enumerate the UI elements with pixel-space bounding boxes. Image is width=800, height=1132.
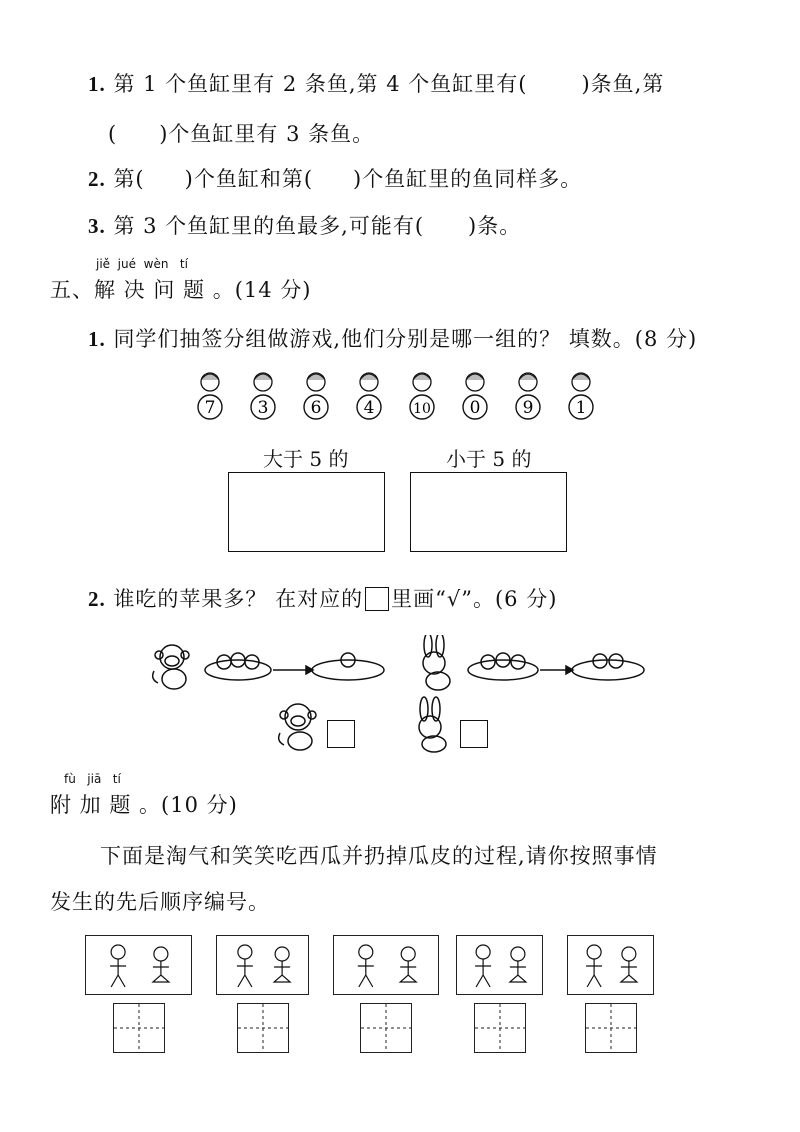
arrow-icon xyxy=(273,666,313,674)
apple-illustration xyxy=(148,635,648,755)
kids-scene-icon xyxy=(457,936,544,994)
question-1-line-2 xyxy=(108,118,374,148)
box-right-label: 小于 5 的 xyxy=(446,447,532,471)
monkey-answer-box[interactable] xyxy=(327,720,355,748)
children-illustration xyxy=(186,370,606,422)
child-icon xyxy=(251,373,275,419)
section-5-question-2 xyxy=(88,583,557,613)
box-left-label: 大于 5 的 xyxy=(263,447,349,471)
order-number-grid[interactable] xyxy=(113,1003,165,1053)
greater-than-5-box[interactable] xyxy=(228,472,385,552)
extra-text-line-1: 下面是淘气和笑笑吃西瓜并扔掉瓜皮的过程,请你按照事情 xyxy=(100,844,658,868)
sequence-picture xyxy=(456,935,543,995)
monkey-icon xyxy=(279,704,316,750)
plate-one-apple-icon xyxy=(312,653,384,680)
question-number: 1. xyxy=(88,72,106,96)
dashed-grid-icon xyxy=(361,1004,411,1052)
rabbit-icon xyxy=(419,697,446,752)
extra-pinyin: fù jiā tí xyxy=(64,772,121,786)
section-5-title: 五、解 决 问 题 。(14 分) xyxy=(50,278,312,302)
number-label: 3 xyxy=(257,398,269,418)
less-than-5-box[interactable] xyxy=(410,472,567,552)
rabbit-answer-box[interactable] xyxy=(460,720,488,748)
number-label: 4 xyxy=(363,398,375,418)
child-icon xyxy=(463,373,487,419)
question-text: 谁吃的苹果多？ 在对应的 xyxy=(113,587,364,611)
question-number: 3. xyxy=(88,214,106,238)
number-label: 0 xyxy=(469,398,481,418)
question-text: )个鱼缸里有 3 条鱼。 xyxy=(159,122,375,146)
question-text: )个鱼缸里的鱼同样多。 xyxy=(353,167,583,191)
question-number: 2. xyxy=(88,167,106,191)
plate-three-apples-icon xyxy=(468,653,538,680)
question-3 xyxy=(88,210,521,240)
number-label: 10 xyxy=(413,401,431,417)
question-text: )条。 xyxy=(468,214,522,238)
child-icon xyxy=(516,373,540,419)
number-label: 1 xyxy=(575,398,587,418)
number-label: 6 xyxy=(310,398,322,418)
number-label: 7 xyxy=(204,398,216,418)
question-text: 第( xyxy=(113,167,145,191)
section-5-pinyin: jiě jué wèn tí xyxy=(96,257,188,271)
question-number: 2. xyxy=(88,587,106,611)
child-icon xyxy=(198,373,222,419)
child-icon xyxy=(304,373,328,419)
question-1-line-1 xyxy=(88,68,664,98)
order-number-grid[interactable] xyxy=(360,1003,412,1053)
dashed-grid-icon xyxy=(475,1004,525,1052)
kids-scene-icon xyxy=(568,936,655,994)
kids-scene-icon xyxy=(86,936,193,994)
dashed-grid-icon xyxy=(586,1004,636,1052)
extra-text-line-2: 发生的先后顺序编号。 xyxy=(50,890,270,914)
blank-open: ( xyxy=(108,122,118,146)
question-text: 同学们抽签分组做游戏,他们分别是哪一组的？ 填数。(8 分) xyxy=(113,327,698,351)
extra-title: 附 加 题 。(10 分) xyxy=(50,793,238,817)
dashed-grid-icon xyxy=(238,1004,288,1052)
question-text: 第 3 个鱼缸里的鱼最多,可能有( xyxy=(113,214,425,238)
sequence-picture xyxy=(216,935,309,995)
question-text: 里画“√”。(6 分) xyxy=(391,587,558,611)
order-number-grid[interactable] xyxy=(474,1003,526,1053)
kids-scene-icon xyxy=(334,936,440,994)
child-icon xyxy=(357,373,381,419)
child-icon xyxy=(569,373,593,419)
children-row xyxy=(186,370,606,422)
dashed-grid-icon xyxy=(114,1004,164,1052)
section-5-question-1 xyxy=(88,323,697,353)
sequence-picture xyxy=(333,935,439,995)
monkey-icon xyxy=(153,645,189,689)
inline-checkbox-icon xyxy=(365,587,389,611)
child-icon xyxy=(410,373,434,419)
number-label: 9 xyxy=(522,398,534,418)
plate-three-apples-icon xyxy=(205,653,271,680)
kids-scene-icon xyxy=(217,936,310,994)
question-2 xyxy=(88,163,582,193)
rabbit-icon xyxy=(423,635,450,690)
apple-scene xyxy=(148,635,648,755)
sequence-picture xyxy=(85,935,192,995)
order-number-grid[interactable] xyxy=(237,1003,289,1053)
sequence-picture xyxy=(567,935,654,995)
question-text: )个鱼缸和第( xyxy=(184,167,314,191)
question-number: 1. xyxy=(88,327,106,351)
question-text: 条鱼,第 xyxy=(590,72,665,96)
question-text: 第 1 个鱼缸里有 2 条鱼,第 4 个鱼缸里有( xyxy=(113,72,528,96)
arrow-icon xyxy=(540,666,573,674)
question-text: ) xyxy=(581,72,591,96)
order-number-grid[interactable] xyxy=(585,1003,637,1053)
plate-two-apples-icon xyxy=(572,654,644,680)
